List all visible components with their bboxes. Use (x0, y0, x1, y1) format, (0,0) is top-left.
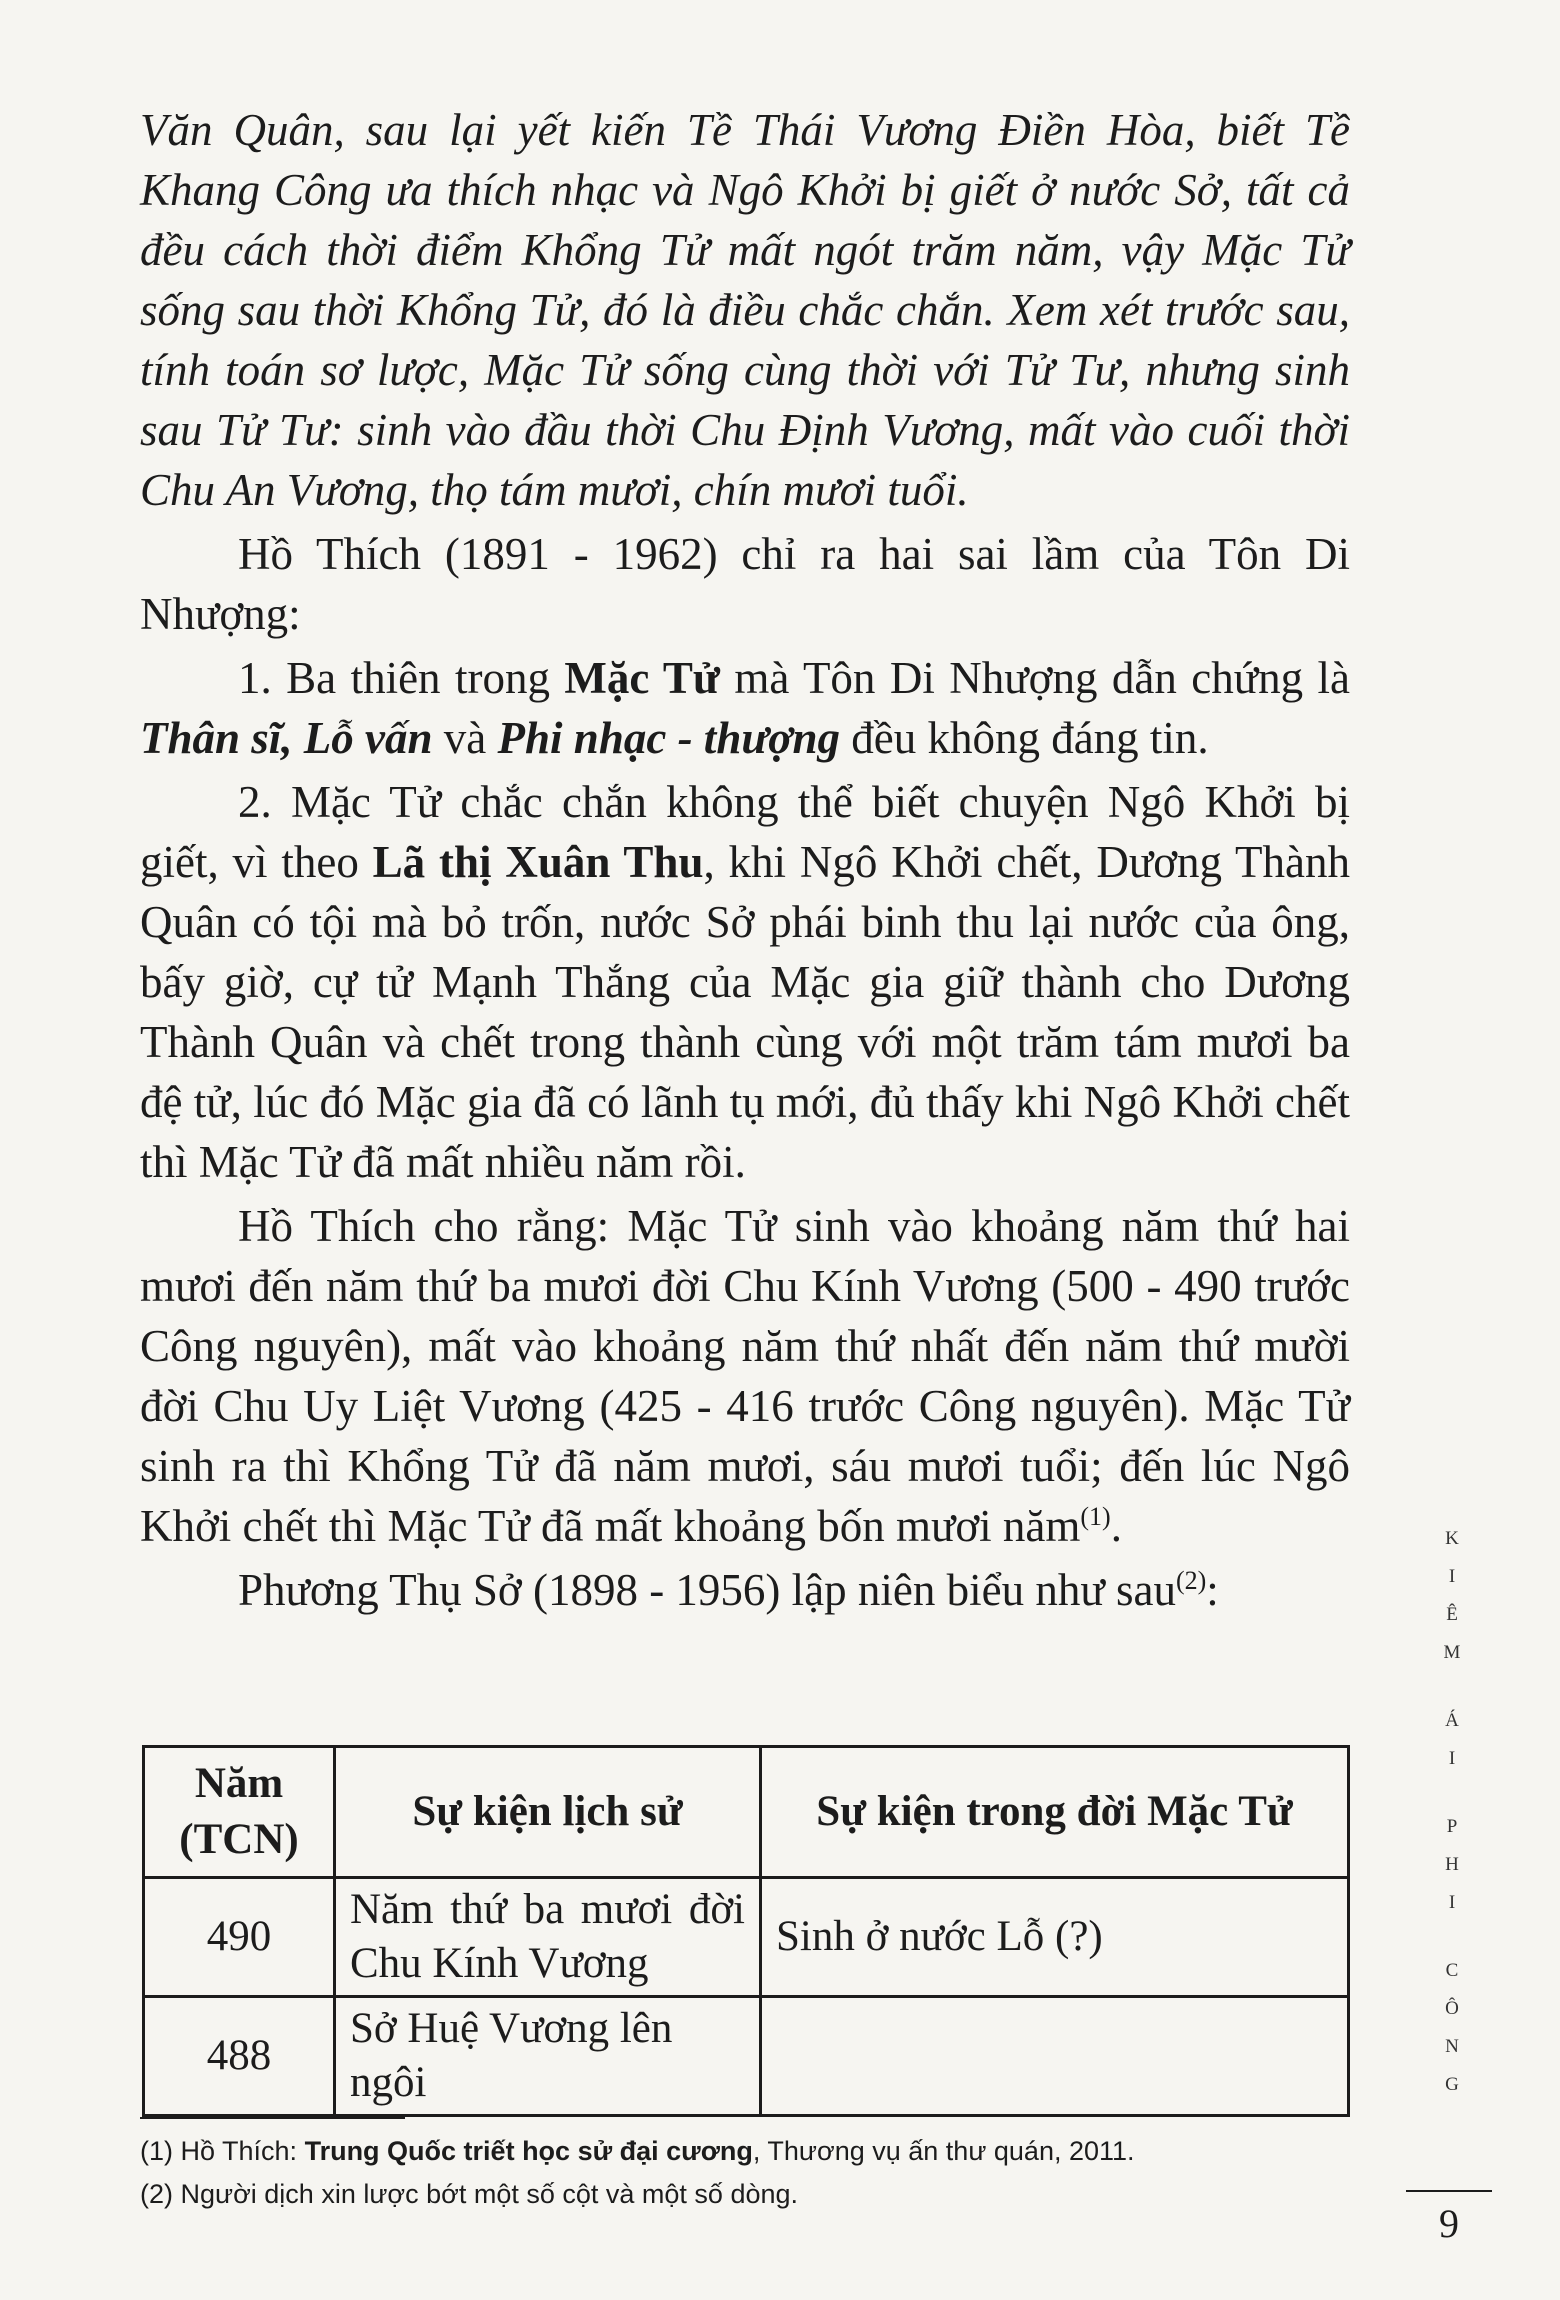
footnote-book-title: Trung Quốc triết học sử đại cương (304, 2136, 753, 2166)
text-run: và (432, 713, 498, 763)
side-word-gap (1434, 1672, 1470, 1702)
book-title-lathi: Lã thị Xuân Thu (372, 837, 704, 887)
cell-life-event: Sinh ở nước Lỗ (?) (761, 1878, 1349, 1997)
text-run: 2. Mặc Tử chắc chắn không thể biết chuyện Ngô Khởi bị giết, vì theo (140, 777, 1350, 887)
text-run: , khi Ngô Khởi chết, Dương Thành Quân có tội mà bỏ trốn, nước Sở phái binh thu lại nước của ông, bấy giờ, cự tử Mạnh Thắng của Mặc gia giữ thành cho Dương Thành Quân và chết trong thành cùng với một trăm tám mươi ba đệ tử, lúc đó Mặc gia đã có lãnh tụ mới, đủ thấy khi Ngô Khởi chết thì Mặc Tử đã mất nhiều năm rồi. (140, 837, 1350, 1187)
side-letter: Ê (1446, 1604, 1458, 1625)
side-letter: I (1448, 1566, 1456, 1587)
text-run: đều không đáng tin. (839, 713, 1209, 763)
header-life-event: Sự kiện trong đời Mặc Tử (761, 1747, 1349, 1878)
book-title-mactu: Mặc Tử (564, 653, 720, 703)
side-letter: P (1446, 1816, 1458, 1837)
footnote-2: (2) Người dịch xin lược bớt một số cột và một số dòng. (140, 2179, 799, 2209)
table-header-row (144, 1747, 1349, 1878)
text-run: 1. Ba thiên trong (238, 653, 565, 703)
footnote-divider (140, 2117, 405, 2119)
paragraph-intro: Văn Quân, sau lại yết kiến Tề Thái Vương Điền Hòa, biết Tề Khang Công ưa thích nhạc và Ngô Khởi bị giết ở nước Sở, tất cả đều cách thời điểm Khổng Tử mất ngót trăm năm, vậy Mặc Tử sống sau thời Khổng Tử, đó là điều chắc chắn. Xem xét trước sau, tính toán sơ lược, Mặc Tử sống cùng thời với Tử Tư, nhưng sinh sau Tử Tư: sinh vào đầu thời Chu Định Vương, mất vào cuối thời Chu An Vương, thọ tám mươi, chín mươi tuổi. (140, 105, 1350, 515)
text-run: (1) Hồ Thích: (140, 2136, 305, 2166)
header-historical-event: Sự kiện lịch sử (335, 1747, 761, 1878)
text-run: Hồ Thích cho rằng: Mặc Tử sinh vào khoảng năm thứ hai mươi đến năm thứ ba mươi đời Chu Kính Vương (500 - 490 trước Công nguyên), mất vào khoảng năm thứ nhất đến năm thứ mười đời Chu Uy Liệt Vương (425 - 416 trước Công nguyên). Mặc Tử sinh ra thì Khổng Tử đã năm mươi, sáu mươi tuổi; đến lúc Ngô Khởi chết thì Mặc Tử đã mất khoảng bốn mươi năm (140, 1201, 1350, 1551)
cell-historical-event: Sở Huệ Vương lên ngôi (335, 1997, 761, 2116)
paragraph-point-1 (140, 648, 1350, 768)
footnote-ref-1[interactable]: (1) (1080, 1502, 1111, 1531)
side-letter: C (1445, 1960, 1459, 1981)
side-letter: Ô (1445, 1998, 1459, 2019)
paragraph-point-2 (140, 772, 1350, 1192)
paragraph-phuong-thu-so (140, 1560, 1350, 1620)
side-word-gap (1434, 1778, 1470, 1808)
body-text (140, 100, 1350, 1624)
side-letter: Á (1445, 1710, 1459, 1731)
side-letter: G (1445, 2074, 1459, 2095)
paragraph-hothich-errors: Hồ Thích (1891 - 1962) chỉ ra hai sai lầm của Tôn Di Nhượng: (140, 529, 1350, 639)
side-letter: I (1448, 1892, 1456, 1913)
footnote-ref-2[interactable]: (2) (1175, 1566, 1207, 1595)
cell-year: 490 (144, 1878, 335, 1997)
side-letter: M (1443, 1642, 1461, 1663)
text-run: mà Tôn Di Nhượng dẫn chứng là (719, 653, 1350, 703)
side-letter: H (1445, 1854, 1459, 1875)
side-word-gap (1434, 1922, 1470, 1952)
paragraph-hothich-dates (140, 1196, 1350, 1556)
page-number-rule (1406, 2190, 1492, 2192)
running-side-title (1434, 1520, 1470, 2104)
table-row (144, 1997, 1349, 2116)
table-row (144, 1878, 1349, 1997)
header-year: Năm (TCN) (144, 1747, 335, 1878)
text-run: . (1110, 1501, 1122, 1551)
text-run: Phương Thụ Sở (1898 - 1956) lập niên biểu như sau (238, 1565, 1176, 1615)
chronology-table (142, 1745, 1350, 2117)
side-letter: N (1445, 2036, 1459, 2057)
cell-year: 488 (144, 1997, 335, 2116)
chapter-title-phinhac: Phi nhạc - thượng (497, 713, 840, 763)
side-letter: I (1448, 1748, 1456, 1769)
side-letter: K (1445, 1528, 1459, 1549)
chapter-titles: Thân sĩ, Lỗ vấn (140, 713, 433, 763)
text-run: , Thương vụ ấn thư quán, 2011. (752, 2136, 1135, 2166)
cell-life-event (761, 1997, 1349, 2116)
footnotes (140, 2130, 1340, 2216)
page-number: 9 (1439, 2201, 1459, 2246)
footnote-1 (140, 2130, 1340, 2173)
text-run: : (1206, 1565, 1219, 1615)
cell-historical-event: Năm thứ ba mươi đời Chu Kính Vương (335, 1878, 761, 1997)
